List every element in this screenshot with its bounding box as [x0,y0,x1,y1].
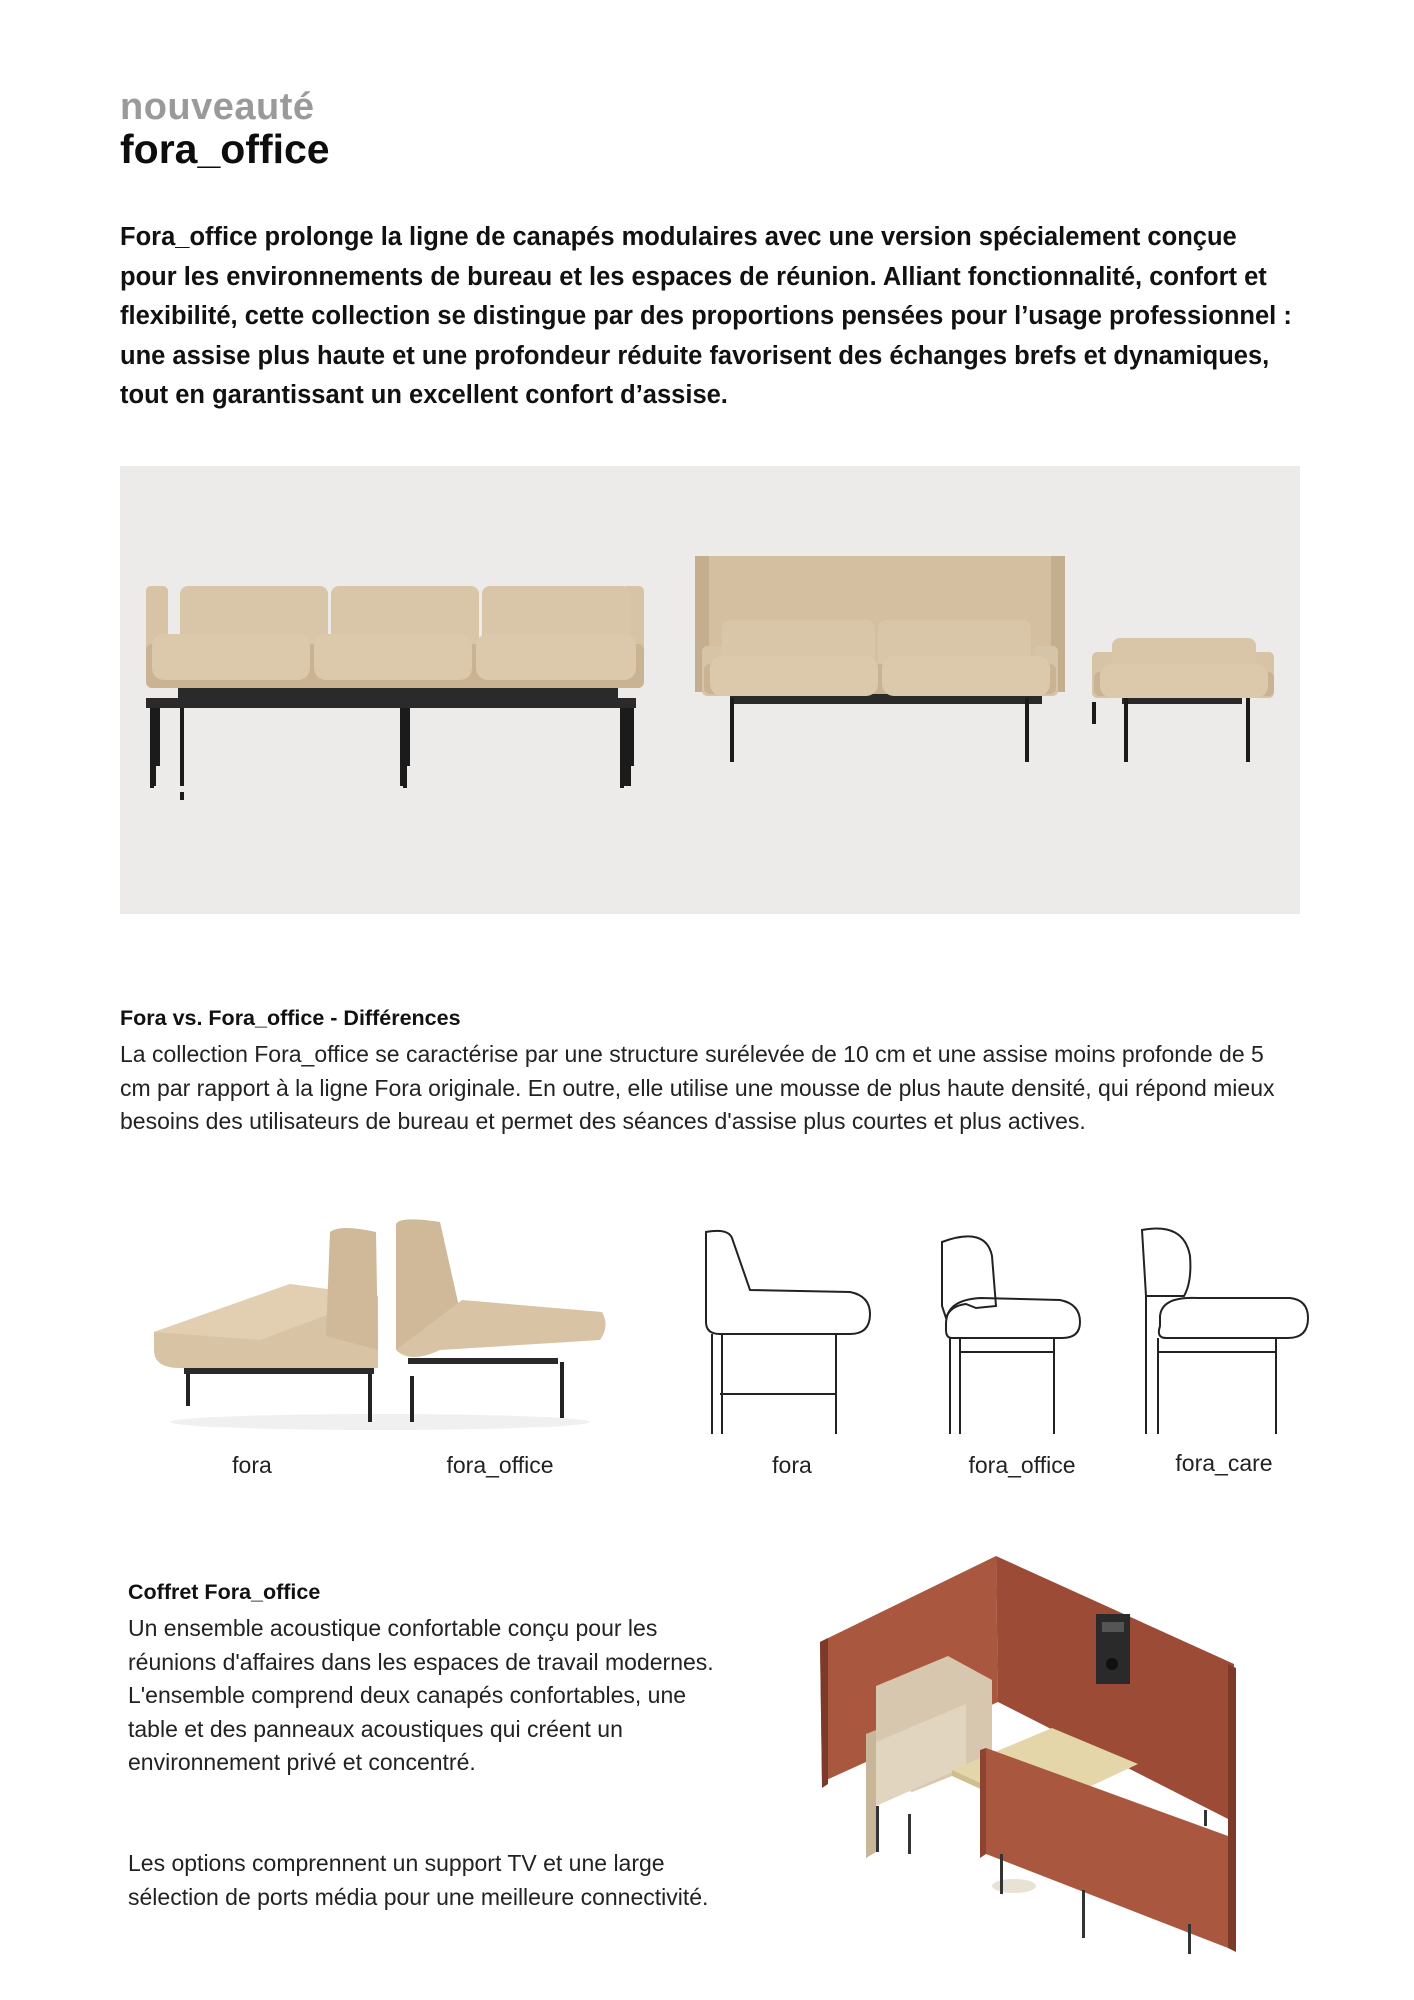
caption-photo-fora-office: fora_office [446,1452,554,1478]
coffret-heading: Coffret Fora_office [128,1580,321,1604]
caption-line-fora-office: fora_office [968,1452,1076,1478]
intro-paragraph: Fora_office prolonge la ligne de canapés modulaires avec une version spécialement conçue pour les environnements de bureau et les espaces de réunion. Alliant fonctionnalité, confort et flexibilité, cette collection se distingue par des proportions pensées pour l’usage professionnel : une assise plus haute et une profondeur réduite favorisent des échanges brefs et dynamiques, tout en garantissant un excellent confort d’assise. [120,223,1292,409]
caption-photo-fora: fora [232,1452,272,1478]
caption-line-fora-care: fora_care [1175,1450,1273,1476]
coffret-options-paragraph: Les options comprennent un support TV et une large sélection de ports média pour une meilleure connectivité. [128,1850,709,1910]
coffret-booth-illustration [816,1552,1246,1962]
high-back-sofa-illustration [695,556,1065,762]
differences-heading: Fora vs. Fora_office - Différences [120,1006,461,1030]
fora-office-profile-line [942,1236,996,1318]
differences-paragraph: La collection Fora_office se caractérise par une structure surélevée de 10 cm et une assise moins profonde de 5 cm par rapport à la ligne Fora originale. En outre, elle utilise une mousse de plus haute densité, qui répond mieux besoins des utilisateurs de bureau et permet des séances d'assise plus courtes et plus actives. [120,1041,1275,1134]
fora-profile-line [706,1231,870,1334]
page-title: fora_office [120,126,330,172]
three-seat-sofa-illustration [146,586,644,800]
armchair-illustration [1092,638,1274,762]
coffret-paragraph: Un ensemble acoustique confortable conçu pour les réunions d'affaires dans les espaces de travail modernes. L'ensemble comprend deux canapés confortables, une table et des panneaux acoustiques qui créent un environnement privé et concentré. [128,1615,714,1775]
kicker-label: nouveauté [120,86,315,128]
profile-line-drawings [700,1226,1320,1446]
caption-line-fora: fora [772,1452,812,1478]
fora-vs-office-photo [140,1200,620,1440]
hero-product-image [120,466,1300,914]
fora-care-profile-line [1142,1228,1190,1296]
